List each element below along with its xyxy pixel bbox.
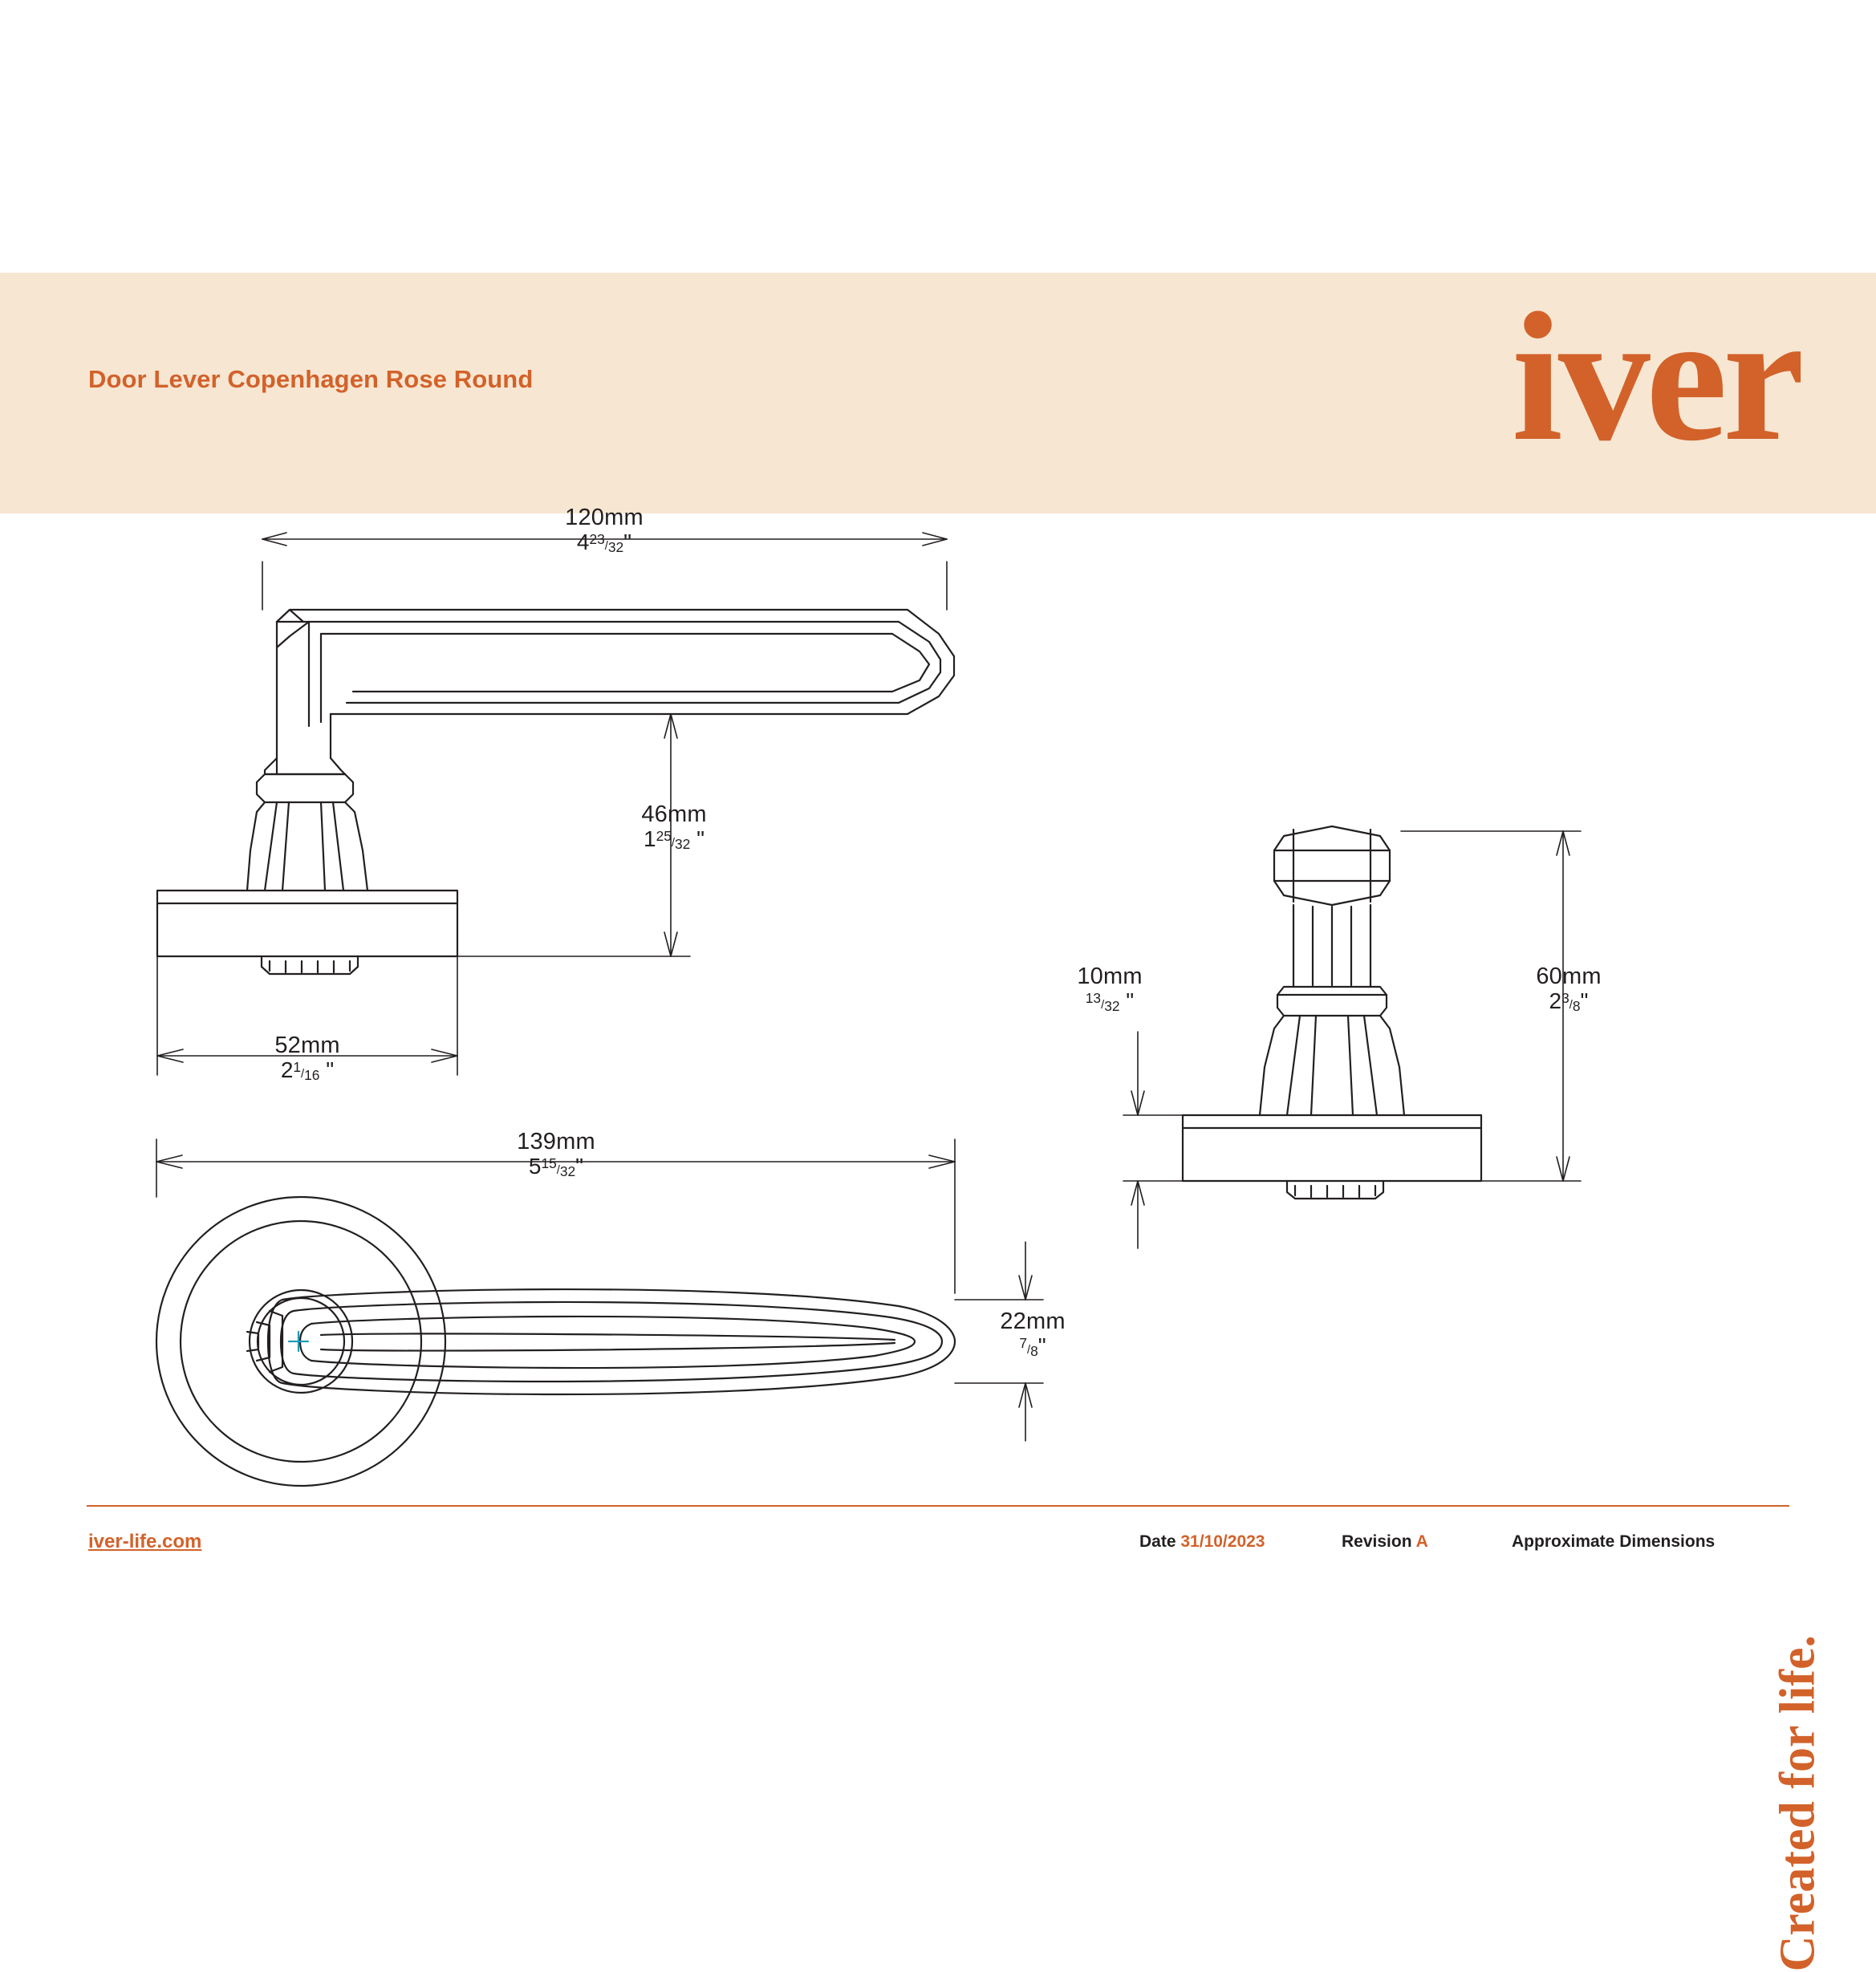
view-side-elevation — [157, 610, 954, 974]
tagline: Created for life. — [1770, 1635, 1825, 1972]
dimension-lever-width: 22mm 7/8" — [1000, 1309, 1066, 1360]
footer-note: Approximate Dimensions — [1512, 1532, 1716, 1551]
dimension-lever-length: 120mm 423/32" — [565, 505, 644, 556]
footer-divider — [87, 1505, 1789, 1507]
page-title: Door Lever Copenhagen Rose Round — [88, 365, 534, 393]
dimension-plan-length: 139mm 515/32" — [517, 1129, 595, 1180]
footer-website-link[interactable]: iver-life.com — [88, 1531, 202, 1552]
footer-revision: Revision A — [1342, 1532, 1428, 1551]
dimension-rose-diameter: 52mm 21/16 " — [274, 1033, 340, 1084]
view-plan — [156, 1197, 955, 1486]
dimension-lines — [156, 533, 1581, 1441]
brand-logo: iver — [1511, 274, 1800, 479]
dimension-rose-thickness: 10mm 13/32 " — [1077, 964, 1143, 1015]
dimension-lever-height: 46mm 125/32 " — [641, 801, 707, 853]
footer-date: Date 31/10/2023 — [1139, 1532, 1265, 1551]
dimension-projection: 60mm 23/8" — [1536, 964, 1602, 1015]
view-rose-section — [1183, 826, 1481, 1199]
